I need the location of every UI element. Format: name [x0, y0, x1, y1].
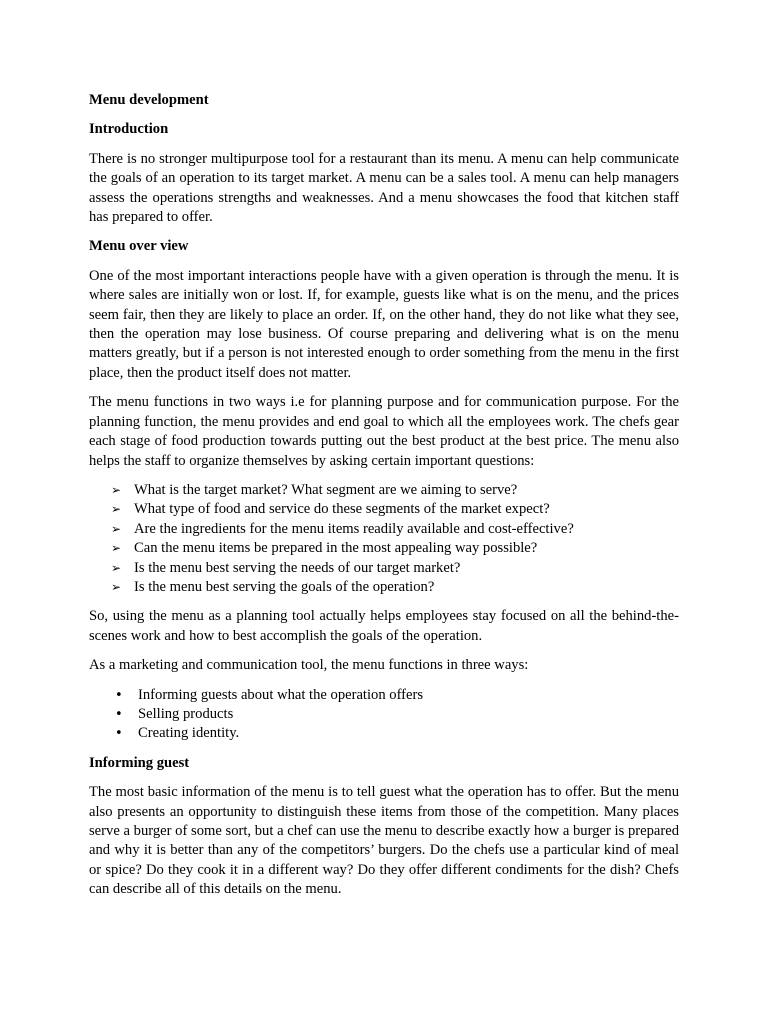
informing-guest-heading: Informing guest: [89, 754, 190, 771]
planning-tool-paragraph: So, using the menu as a planning tool actually helps employees stay focused on all the behind-the-scenes work and how to best accomplish the goals of the operation.: [89, 608, 679, 644]
list-item: [89, 724, 679, 743]
document-title: Menu development: [89, 92, 209, 108]
marketing-tool-paragraph: As a marketing and communication tool, the menu functions in three ways:: [89, 657, 529, 674]
document-page: [89, 91, 679, 910]
list-item-text: What is the target market? What segment are we aiming to serve?: [134, 481, 518, 498]
introduction-heading: Introduction: [89, 121, 169, 138]
planning-questions-list: [89, 481, 679, 597]
list-item-text: Creating identity.: [138, 725, 240, 742]
arrow-bullet-icon: ➢: [111, 502, 122, 517]
list-item: [89, 578, 679, 597]
list-item: [89, 539, 679, 558]
list-item-text: What type of food and service do these segments of the market expect?: [134, 501, 550, 518]
menu-functions-list: [89, 686, 679, 744]
list-item: [89, 705, 679, 724]
introduction-paragraph: There is no stronger multipurpose tool for a restaurant than its menu. A menu can help communicate the goals of an operation to its target market. A menu can be a sales tool. A menu can help managers assess the operations strengths and weaknesses. And a menu showcases the food that kitchen staff has prepared to offer.: [89, 150, 679, 226]
bullet-icon: •: [115, 706, 123, 722]
list-item: [89, 481, 679, 500]
arrow-bullet-icon: ➢: [111, 541, 122, 556]
arrow-bullet-icon: ➢: [111, 521, 122, 536]
arrow-bullet-icon: ➢: [111, 482, 122, 497]
bullet-icon: •: [115, 687, 123, 703]
list-item: [89, 520, 679, 539]
list-item-text: Is the menu best serving the goals of the operation?: [134, 578, 435, 595]
list-item: [89, 500, 679, 519]
menu-overview-paragraph-2: The menu functions in two ways i.e for planning purpose and for communication purpose. For the planning function, the menu provides and end goal to which all the employees work. The chefs gear each stage of food production towards putting out the best product at the best price. The menu also helps the staff to organize themselves by asking certain important questions:: [89, 394, 679, 469]
list-item-text: Informing guests about what the operation offers: [138, 686, 424, 703]
menu-overview-heading: Menu over view: [89, 238, 189, 255]
arrow-bullet-icon: ➢: [111, 579, 122, 594]
informing-guest-paragraph: The most basic information of the menu is to tell guest what the operation has to offer. But the menu also presents an opportunity to distinguish these items from those of the competition. Many places serve a burger of some sort, but a chef can use the menu to describe exactly how a burger is prepared and why it is better than any of the competitors’ burgers. Do the chefs use a particular kind of meal or spice? Do they cook it in a different way? Do they offer different condiments for the dish? Chefs can describe all of this details on the menu.: [89, 784, 679, 898]
list-item-text: Are the ingredients for the menu items readily available and cost-effective?: [134, 520, 574, 537]
arrow-bullet-icon: ➢: [111, 560, 122, 575]
bullet-icon: •: [115, 726, 123, 742]
menu-overview-paragraph-1: One of the most important interactions people have with a given operation is through the menu. It is where sales are initially won or lost. If, for example, guests like what is on the menu, and the prices seem fair, then they are likely to place an order. If, on the other hand, they do not like what they see, then the operation may lose business. Of course preparing and delivering what is on the menu matters greatly, but if a person is not interested enough to order something from the menu in the first place, then the product itself does not matter.: [89, 267, 679, 381]
list-item: [89, 559, 679, 578]
list-item-text: Selling products: [138, 705, 234, 722]
list-item-text: Can the menu items be prepared in the most appealing way possible?: [134, 540, 538, 557]
list-item-text: Is the menu best serving the needs of our target market?: [134, 559, 461, 576]
list-item: [89, 686, 679, 705]
